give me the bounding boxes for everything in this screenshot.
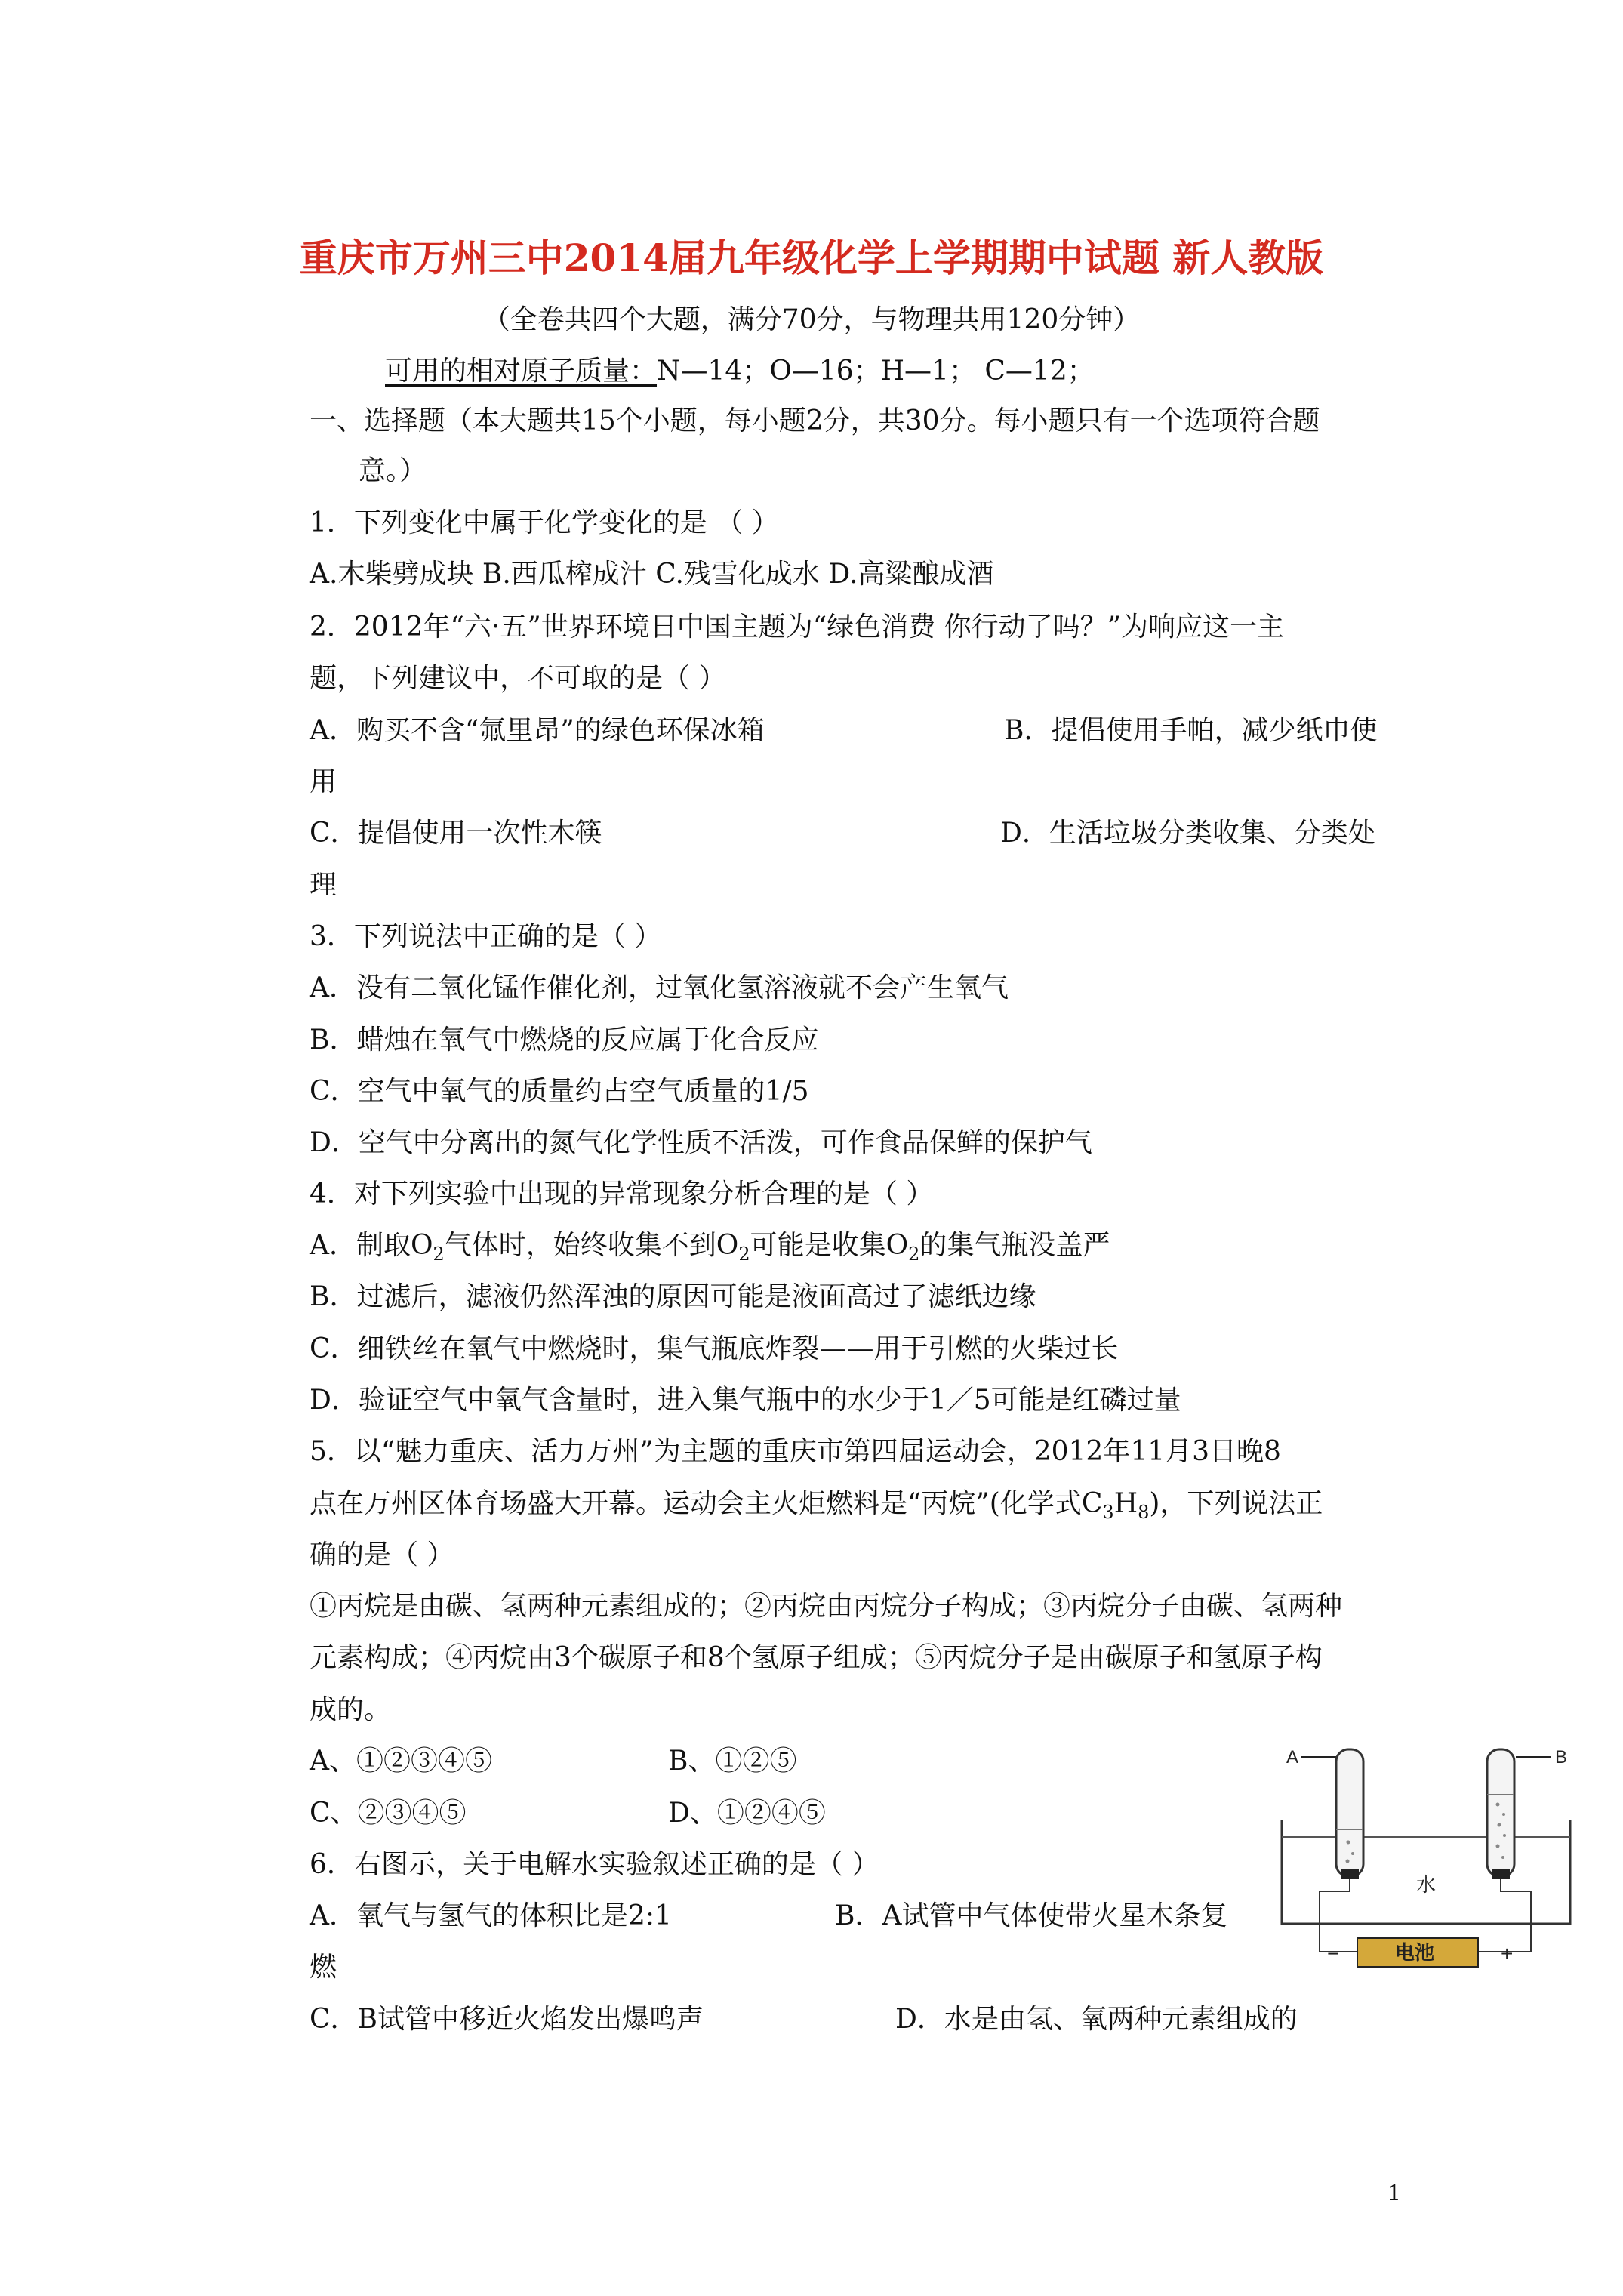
q6-option-a: A．氧气与氢气的体积比是2:1 <box>310 1900 672 1931</box>
q4-a-subscript-1: 2 <box>433 1244 445 1265</box>
section1-heading: 一、选择题（本大题共15个小题，每小题2分，共30分。每小题只有一个选项符合题 <box>310 405 1320 436</box>
q5-text-2: H <box>1113 1488 1138 1519</box>
q6-option-b-cont: 燃 <box>310 1952 337 1983</box>
q2-option-b-cont: 用 <box>310 766 337 797</box>
q3-option-d: D．空气中分离出的氮气化学性质不活泼，可作食品保鲜的保护气 <box>310 1127 1092 1158</box>
q6-option-d: D．水是由氢、氧两种元素组成的 <box>895 2004 1298 2035</box>
q3-option-b: B．蜡烛在氧气中燃烧的反应属于化合反应 <box>310 1025 819 1056</box>
wire-negative <box>1320 1879 1357 1952</box>
q5-statements-cont: 元素构成；④丙烷由3个碳原子和8个氢原子组成；⑤丙烷分子是由碳原子和氢原子构 <box>310 1642 1323 1673</box>
test-tube-b <box>1487 1749 1514 1876</box>
q5-subscript-2: 8 <box>1138 1502 1150 1523</box>
q4-a-text-1: A．制取O <box>310 1230 433 1261</box>
battery-minus: − <box>1327 1942 1340 1965</box>
q4-a-text-2: 气体时，始终收集不到O <box>444 1230 739 1261</box>
battery-plus: + <box>1501 1942 1514 1965</box>
q5-option-b: B、①②⑤ <box>668 1746 797 1777</box>
q4-a-text-4: 的集气瓶没盖严 <box>919 1230 1110 1261</box>
wire-positive <box>1478 1879 1531 1952</box>
q5-stem-cont <box>310 1490 1323 1521</box>
q5-statements: ①丙烷是由碳、氢两种元素组成的；②丙烷由丙烷分子构成；③丙烷分子由碳、氢两种 <box>310 1591 1343 1622</box>
figure-label-b: B <box>1555 1747 1568 1767</box>
q5-stem: 5．以“魅力重庆、活力万州”为主题的重庆市第四届运动会，2012年11月3日晚8 <box>310 1436 1281 1467</box>
q6-stem: 6．右图示，关于电解水实验叙述正确的是（ ） <box>310 1849 879 1880</box>
q4-option-d: D．验证空气中氧气含量时，进入集气瓶中的水少于1／5可能是红磷过量 <box>310 1385 1181 1416</box>
gas-bubbles <box>1346 1803 1507 1863</box>
atomic-masses <box>385 358 1095 385</box>
q5-option-d: D、①②④⑤ <box>668 1798 826 1829</box>
exam-title: 重庆市万州三中2014届九年级化学上学期期中试题 新人教版 <box>299 236 1324 280</box>
battery-label: 电池 <box>1395 1942 1435 1965</box>
q6-option-b: B．A试管中气体使带火星木条复 <box>835 1900 1228 1931</box>
q4-a-text-3: 可能是收集O <box>750 1230 909 1261</box>
exam-subtitle: （全卷共四个大题，满分70分，与物理共用120分钟） <box>482 304 1141 335</box>
electrolysis-apparatus-figure <box>1274 1740 1576 1986</box>
q3-option-c: C．空气中氧气的质量约占空气质量的1/5 <box>310 1076 809 1107</box>
q3-stem: 3．下列说法中正确的是（ ） <box>310 921 662 952</box>
q2-stem-cont: 题，下列建议中，不可取的是（ ） <box>310 663 726 694</box>
electrode-b <box>1492 1869 1510 1879</box>
q2-option-d: D．生活垃圾分类收集、分类处 <box>1000 818 1375 849</box>
q2-option-c: C．提倡使用一次性木筷 <box>310 818 602 849</box>
q4-option-b: B．过滤后，滤液仍然浑浊的原因可能是液面高过了滤纸边缘 <box>310 1281 1036 1312</box>
q2-option-d-cont: 理 <box>310 870 337 901</box>
q3-option-a: A．没有二氧化锰作催化剂，过氧化氢溶液就不会产生氧气 <box>310 972 1009 1003</box>
q4-a-subscript-2: 2 <box>738 1244 750 1265</box>
q4-stem: 4．对下列实验中出现的异常现象分析合理的是（ ） <box>310 1179 934 1210</box>
q5-option-c: C、②③④⑤ <box>310 1798 467 1829</box>
q4-option-a <box>310 1232 1110 1263</box>
q4-a-subscript-3: 2 <box>908 1244 920 1265</box>
electrode-a <box>1341 1869 1359 1879</box>
q5-stem-end: 确的是（ ） <box>310 1539 454 1570</box>
figure-label-a: A <box>1286 1747 1299 1767</box>
q5-option-a: A、①②③④⑤ <box>310 1746 492 1777</box>
q2-stem: 2．2012年“六·五”世界环境日中国主题为“绿色消费 你行动了吗？”为响应这一主 <box>310 612 1285 643</box>
q1-options: A.木柴劈成块 B.西瓜榨成汁 C.残雪化成水 D.高粱酿成酒 <box>310 559 994 590</box>
q2-option-a: A．购买不含“氟里昂”的绿色环保冰箱 <box>310 715 765 746</box>
page-number: 1 <box>1387 2180 1401 2205</box>
q4-option-c: C．细铁丝在氧气中燃烧时，集气瓶底炸裂——用于引燃的火柴过长 <box>310 1333 1119 1364</box>
atomic-masses-label: 可用的相对原子质量： <box>385 356 658 387</box>
water-label: 水 <box>1416 1874 1437 1897</box>
q1-stem: 1．下列变化中属于化学变化的是 （ ） <box>310 507 779 538</box>
section1-heading-cont: 意。） <box>359 455 427 486</box>
atomic-masses-values: N—14；O—16；H—1； C—12； <box>657 356 1095 387</box>
test-tube-a <box>1336 1749 1363 1876</box>
q5-text-3: )，下列说法正 <box>1149 1488 1323 1519</box>
q5-text-1: 点在万州区体育场盛大开幕。运动会主火炬燃料是“丙烷”(化学式C <box>310 1488 1103 1519</box>
q2-option-b: B．提倡使用手帕，减少纸巾使 <box>1004 715 1378 746</box>
q6-option-c: C．B试管中移近火焰发出爆鸣声 <box>310 2004 704 2035</box>
beaker <box>1282 1820 1570 1924</box>
q5-statements-end: 成的。 <box>310 1694 392 1725</box>
q5-subscript-1: 3 <box>1102 1502 1114 1523</box>
